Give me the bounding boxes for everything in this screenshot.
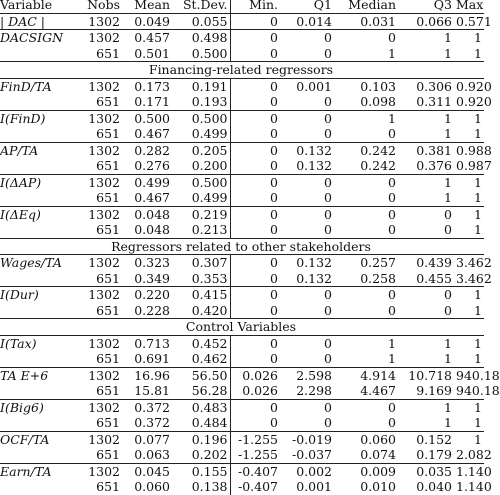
value-cell: 0 <box>230 142 280 158</box>
value-cell: 0.691 <box>134 351 170 367</box>
value-cell: 1302 <box>76 399 122 415</box>
table-row <box>0 479 484 495</box>
variable-name-cell <box>0 303 76 319</box>
value-cell: 0 <box>270 415 278 431</box>
value-cell: 1 <box>454 206 484 222</box>
value-cell: 0.349 <box>134 270 170 286</box>
value-cell: -0.407 <box>237 479 278 495</box>
value-cell: 0.499 <box>122 174 172 190</box>
value-cell: 0 <box>270 78 278 94</box>
table-row <box>0 351 484 367</box>
value-cell: 0.055 <box>172 13 230 30</box>
value-cell: 0 <box>388 126 396 142</box>
value-cell: 0.571 <box>456 13 492 29</box>
value-cell: 2.598 <box>280 367 334 383</box>
value-cell: 1302 <box>88 335 120 351</box>
value-cell: 0.987 <box>456 158 492 174</box>
value-cell: 0 <box>388 222 396 238</box>
table-row <box>0 463 484 479</box>
value-cell: 0.376 <box>416 158 452 174</box>
value-cell: 0.193 <box>172 94 230 110</box>
value-cell: 0.323 <box>134 255 170 271</box>
value-cell: 1 <box>444 126 452 142</box>
variable-name-cell <box>0 383 76 399</box>
value-cell: 0.500 <box>122 110 172 126</box>
value-cell: 0.920 <box>456 78 492 94</box>
value-cell: 0 <box>388 190 396 206</box>
variable-name-cell: I(FinD) <box>0 110 76 126</box>
value-cell: 0 <box>324 222 332 238</box>
value-cell: 651 <box>96 126 120 142</box>
value-cell: 0 <box>270 222 278 238</box>
table-row <box>0 190 484 206</box>
value-cell: 1302 <box>76 287 122 303</box>
value-cell: 0 <box>334 399 398 415</box>
value-cell: 0.484 <box>172 415 230 431</box>
column-header-5: Q1 <box>280 0 334 13</box>
table-row <box>0 110 484 126</box>
value-cell: 0 <box>324 190 332 206</box>
value-cell: 0.132 <box>296 255 332 271</box>
value-cell: 0 <box>324 45 332 61</box>
variable-name-cell <box>0 415 76 431</box>
value-cell: 0.152 <box>398 431 454 447</box>
value-cell: 1 <box>388 45 396 61</box>
value-cell: 0.381 <box>398 142 454 158</box>
value-cell: 0.060 <box>334 431 398 447</box>
value-cell: 0 <box>324 126 332 142</box>
value-cell: 1 <box>474 126 482 142</box>
column-header-7: Q3 <box>398 0 454 13</box>
value-cell: 651 <box>96 158 120 174</box>
table-row <box>0 367 484 383</box>
value-cell: 0 <box>270 270 278 286</box>
value-cell: 56.50 <box>172 367 230 383</box>
value-cell: 1 <box>474 222 482 238</box>
value-cell: 1 <box>454 110 484 126</box>
value-cell: 0 <box>230 30 280 46</box>
variable-name-cell: I(ΔAP) <box>0 174 76 190</box>
value-cell: 0.045 <box>122 463 172 479</box>
variable-name-cell: Earn/TA <box>0 463 76 479</box>
value-cell: 0.213 <box>172 222 230 238</box>
variable-name-cell: I(Dur) <box>0 287 76 303</box>
value-cell: 0 <box>270 255 278 271</box>
table-row <box>0 94 484 110</box>
value-cell: 0.103 <box>360 78 396 94</box>
value-cell: 1302 <box>76 463 122 479</box>
value-cell: 0.420 <box>172 303 230 319</box>
value-cell: 1 <box>454 431 484 447</box>
value-cell: 0.713 <box>134 335 170 351</box>
value-cell: 1302 <box>76 30 122 46</box>
table-row <box>0 303 484 319</box>
value-cell: 1 <box>474 335 482 351</box>
value-cell: 0.138 <box>172 479 230 495</box>
value-cell: 0.457 <box>122 30 172 46</box>
value-cell: 651 <box>96 351 120 367</box>
table-row <box>0 255 484 271</box>
value-cell: 0.353 <box>172 271 230 287</box>
value-cell: 0 <box>270 126 278 142</box>
value-cell: 0.049 <box>134 13 170 29</box>
table-row <box>0 383 484 399</box>
table-row <box>0 142 484 158</box>
value-cell: 0.282 <box>122 142 172 158</box>
value-cell: 0 <box>444 222 452 238</box>
value-cell: 0.372 <box>122 399 172 415</box>
value-cell: 0.026 <box>230 367 280 383</box>
value-cell: 1 <box>474 45 482 61</box>
value-cell: 0.500 <box>172 46 230 62</box>
variable-name-cell: I(Big6) <box>0 399 76 415</box>
value-cell: 0.173 <box>134 78 170 94</box>
value-cell: 0.014 <box>296 13 332 29</box>
value-cell: 0 <box>324 351 332 367</box>
value-cell: 0.196 <box>172 431 230 447</box>
value-cell: 10.718 <box>398 367 454 383</box>
value-cell: 0.031 <box>360 13 396 29</box>
value-cell: 651 <box>96 479 120 495</box>
value-cell: 940.18 <box>456 383 500 399</box>
value-cell: 3.462 <box>456 270 492 286</box>
column-header-3: St.Dev. <box>172 0 230 13</box>
table-row <box>0 126 484 142</box>
value-cell: 0 <box>388 302 396 318</box>
value-cell: 0.499 <box>172 190 230 206</box>
variable-name-cell: I(ΔEq) <box>0 206 76 222</box>
value-cell: 0.191 <box>172 78 230 94</box>
value-cell: 0.500 <box>172 174 230 190</box>
value-cell: 651 <box>96 302 120 318</box>
table-row <box>0 399 484 415</box>
value-cell: 0.040 <box>416 479 452 495</box>
value-cell: 0 <box>230 399 280 415</box>
value-cell: 651 <box>96 94 120 110</box>
value-cell: 0 <box>334 174 398 190</box>
value-cell: 1 <box>474 351 482 367</box>
value-cell: 0.462 <box>172 351 230 367</box>
value-cell: 0 <box>280 110 334 126</box>
value-cell: 0 <box>270 190 278 206</box>
value-cell: 1.140 <box>456 463 492 479</box>
value-cell: 0.306 <box>416 78 452 94</box>
value-cell: 15.81 <box>134 383 170 399</box>
value-cell: 0.452 <box>172 335 230 351</box>
value-cell: 651 <box>96 222 120 238</box>
value-cell: 2.082 <box>456 447 492 463</box>
value-cell: 0.220 <box>122 287 172 303</box>
value-cell: 0 <box>324 302 332 318</box>
value-cell: 1 <box>444 45 452 61</box>
value-cell: -0.019 <box>280 431 334 447</box>
value-cell: 940.18 <box>456 367 500 383</box>
table-row <box>0 415 484 431</box>
value-cell: 0.066 <box>416 13 452 29</box>
value-cell: 0.499 <box>172 126 230 142</box>
value-cell: 1302 <box>76 142 122 158</box>
variable-name-cell <box>0 351 76 367</box>
value-cell: 0.035 <box>398 463 454 479</box>
variable-name-cell: | DAC | <box>0 13 45 29</box>
value-cell: -1.255 <box>237 447 278 463</box>
value-cell: 0.455 <box>416 270 452 286</box>
value-cell: 0.060 <box>134 479 170 495</box>
section-title: Financing-related regressors <box>0 62 484 79</box>
variable-name-cell <box>0 126 76 142</box>
value-cell: 3.462 <box>456 255 492 271</box>
value-cell: 0 <box>324 415 332 431</box>
value-cell: 0 <box>388 415 396 431</box>
value-cell: 16.96 <box>122 367 172 383</box>
table-row <box>0 158 484 174</box>
value-cell: 1 <box>454 287 484 303</box>
table-row <box>0 287 484 303</box>
value-cell: 1 <box>474 302 482 318</box>
value-cell: 0 <box>230 206 280 222</box>
value-cell: 0.063 <box>134 447 170 463</box>
value-cell: 1 <box>444 190 452 206</box>
header-row <box>0 0 484 13</box>
value-cell: 0.501 <box>134 45 170 61</box>
value-cell: 0.001 <box>296 78 332 94</box>
value-cell: 1.140 <box>456 479 492 495</box>
value-cell: 0.026 <box>242 383 278 399</box>
variable-name-cell <box>0 190 76 206</box>
value-cell: 0.311 <box>416 94 452 110</box>
value-cell: 1302 <box>76 367 122 383</box>
value-cell: 1 <box>398 110 454 126</box>
value-cell: 1 <box>474 415 482 431</box>
value-cell: 651 <box>96 270 120 286</box>
value-cell: 0 <box>334 206 398 222</box>
value-cell: 0 <box>230 287 280 303</box>
value-cell: 1 <box>444 351 452 367</box>
value-cell: 0 <box>270 158 278 174</box>
value-cell: 1 <box>398 174 454 190</box>
section-header-row <box>0 238 484 255</box>
table-row <box>0 271 484 287</box>
value-cell: 0.009 <box>334 463 398 479</box>
column-header-6: Median <box>334 0 398 13</box>
variable-name-cell <box>0 447 76 463</box>
value-cell: 1 <box>454 174 484 190</box>
value-cell: 1 <box>454 30 484 46</box>
value-cell: 0.132 <box>280 142 334 158</box>
value-cell: 651 <box>96 45 120 61</box>
value-cell: 0 <box>280 399 334 415</box>
value-cell: 1302 <box>76 206 122 222</box>
value-cell: 1302 <box>76 431 122 447</box>
variable-name-cell <box>0 479 76 495</box>
value-cell: 0.048 <box>134 222 170 238</box>
section-title: Control Variables <box>0 319 484 336</box>
value-cell: 0.074 <box>360 447 396 463</box>
column-header-8: Max <box>454 0 484 13</box>
variable-name-cell: AP/TA <box>0 142 76 158</box>
value-cell: 1 <box>388 351 396 367</box>
value-cell: 0.132 <box>296 158 332 174</box>
value-cell: -1.255 <box>230 431 280 447</box>
value-cell: 651 <box>96 447 120 463</box>
value-cell: 0.467 <box>134 190 170 206</box>
value-cell: 0.500 <box>172 110 230 126</box>
value-cell: 0.415 <box>172 287 230 303</box>
value-cell: -0.407 <box>230 463 280 479</box>
value-cell: -0.037 <box>291 447 332 463</box>
value-cell: 0 <box>280 206 334 222</box>
value-cell: 0.010 <box>360 479 396 495</box>
variable-name-cell: FinD/TA <box>0 78 52 94</box>
variable-name-cell: I(Tax) <box>0 335 37 351</box>
value-cell: 0.219 <box>172 206 230 222</box>
value-cell: 1 <box>444 335 452 351</box>
table-row <box>0 174 484 190</box>
value-cell: 0.467 <box>134 126 170 142</box>
value-cell: 0.242 <box>334 142 398 158</box>
value-cell: 1 <box>454 399 484 415</box>
value-cell: 9.169 <box>416 383 452 399</box>
column-header-4: Min. <box>230 0 280 13</box>
column-header-2: Mean <box>122 0 172 13</box>
value-cell: 0.132 <box>296 270 332 286</box>
value-cell: 1302 <box>76 174 122 190</box>
value-cell: 0 <box>280 30 334 46</box>
value-cell: 4.467 <box>360 383 396 399</box>
value-cell: 1 <box>398 30 454 46</box>
value-cell: 1 <box>388 335 396 351</box>
value-cell: 1 <box>334 110 398 126</box>
value-cell: 0 <box>270 45 278 61</box>
variable-name-cell: OCF/TA <box>0 431 76 447</box>
value-cell: 4.914 <box>334 367 398 383</box>
column-header-1: Nobs <box>76 0 122 13</box>
value-cell: 0 <box>398 287 454 303</box>
table-row <box>0 206 484 222</box>
table-row <box>0 335 484 351</box>
value-cell: 0.258 <box>360 270 396 286</box>
value-cell: 0 <box>270 335 278 351</box>
value-cell: 0.077 <box>122 431 172 447</box>
value-cell: 0 <box>230 174 280 190</box>
value-cell: 651 <box>96 383 120 399</box>
column-header-0: Variable <box>0 0 76 13</box>
section-title: Regressors related to other stakeholders <box>0 238 484 255</box>
value-cell: 0.372 <box>134 415 170 431</box>
table-body <box>0 13 500 495</box>
value-cell: 0.202 <box>172 447 230 463</box>
section-header-row <box>0 319 484 336</box>
value-cell: 0.002 <box>280 463 334 479</box>
value-cell: 0 <box>270 13 278 29</box>
value-cell: 1302 <box>88 13 120 29</box>
table-row <box>0 78 484 94</box>
value-cell: 0 <box>398 206 454 222</box>
value-cell: 0.242 <box>360 158 396 174</box>
value-cell: 2.298 <box>296 383 332 399</box>
variable-name-cell <box>0 46 76 62</box>
value-cell: 0 <box>280 174 334 190</box>
table-row <box>0 447 484 463</box>
value-cell: 0 <box>334 30 398 46</box>
value-cell: 0.171 <box>134 94 170 110</box>
value-cell: 1 <box>398 399 454 415</box>
value-cell: 0.200 <box>172 158 230 174</box>
variable-name-cell <box>0 222 76 238</box>
table-row <box>0 431 484 447</box>
value-cell: 1302 <box>88 78 120 94</box>
variable-name-cell: Wages/TA <box>0 255 62 271</box>
value-cell: 651 <box>96 190 120 206</box>
table-row <box>0 13 484 30</box>
table-row <box>0 30 484 46</box>
section-header-row <box>0 62 484 79</box>
table-row <box>0 222 484 238</box>
value-cell: 0 <box>324 335 332 351</box>
value-cell: 0.439 <box>416 255 452 271</box>
value-cell: 1 <box>444 415 452 431</box>
value-cell: 0.483 <box>172 399 230 415</box>
value-cell: 0.179 <box>416 447 452 463</box>
value-cell: 0.228 <box>134 302 170 318</box>
value-cell: 56.28 <box>172 383 230 399</box>
value-cell: 1302 <box>76 110 122 126</box>
value-cell: 0.048 <box>122 206 172 222</box>
variable-name-cell <box>0 271 76 287</box>
value-cell: 0 <box>324 94 332 110</box>
value-cell: 0.257 <box>360 255 396 271</box>
value-cell: 0.988 <box>456 142 492 158</box>
value-cell: 0.498 <box>172 30 230 46</box>
value-cell: 0.098 <box>360 94 396 110</box>
value-cell: 1302 <box>88 255 120 271</box>
variable-name-cell <box>0 94 76 110</box>
value-cell: 0.155 <box>172 463 230 479</box>
variable-name-cell: DACSIGN <box>0 30 76 46</box>
value-cell: 0 <box>230 110 280 126</box>
value-cell: 0.307 <box>172 255 230 271</box>
value-cell: 0 <box>270 351 278 367</box>
value-cell: 0.001 <box>296 479 332 495</box>
value-cell: 0.205 <box>172 142 230 158</box>
table-row <box>0 46 484 62</box>
value-cell: 0 <box>334 287 398 303</box>
value-cell: 0 <box>270 94 278 110</box>
value-cell: 0.276 <box>134 158 170 174</box>
variable-name-cell <box>0 158 76 174</box>
value-cell: 1 <box>474 190 482 206</box>
value-cell: 0 <box>280 287 334 303</box>
variable-name-cell: TA E+6 <box>0 367 76 383</box>
value-cell: 0 <box>444 302 452 318</box>
value-cell: 0 <box>270 302 278 318</box>
value-cell: 651 <box>96 415 120 431</box>
value-cell: 0.920 <box>456 94 492 110</box>
